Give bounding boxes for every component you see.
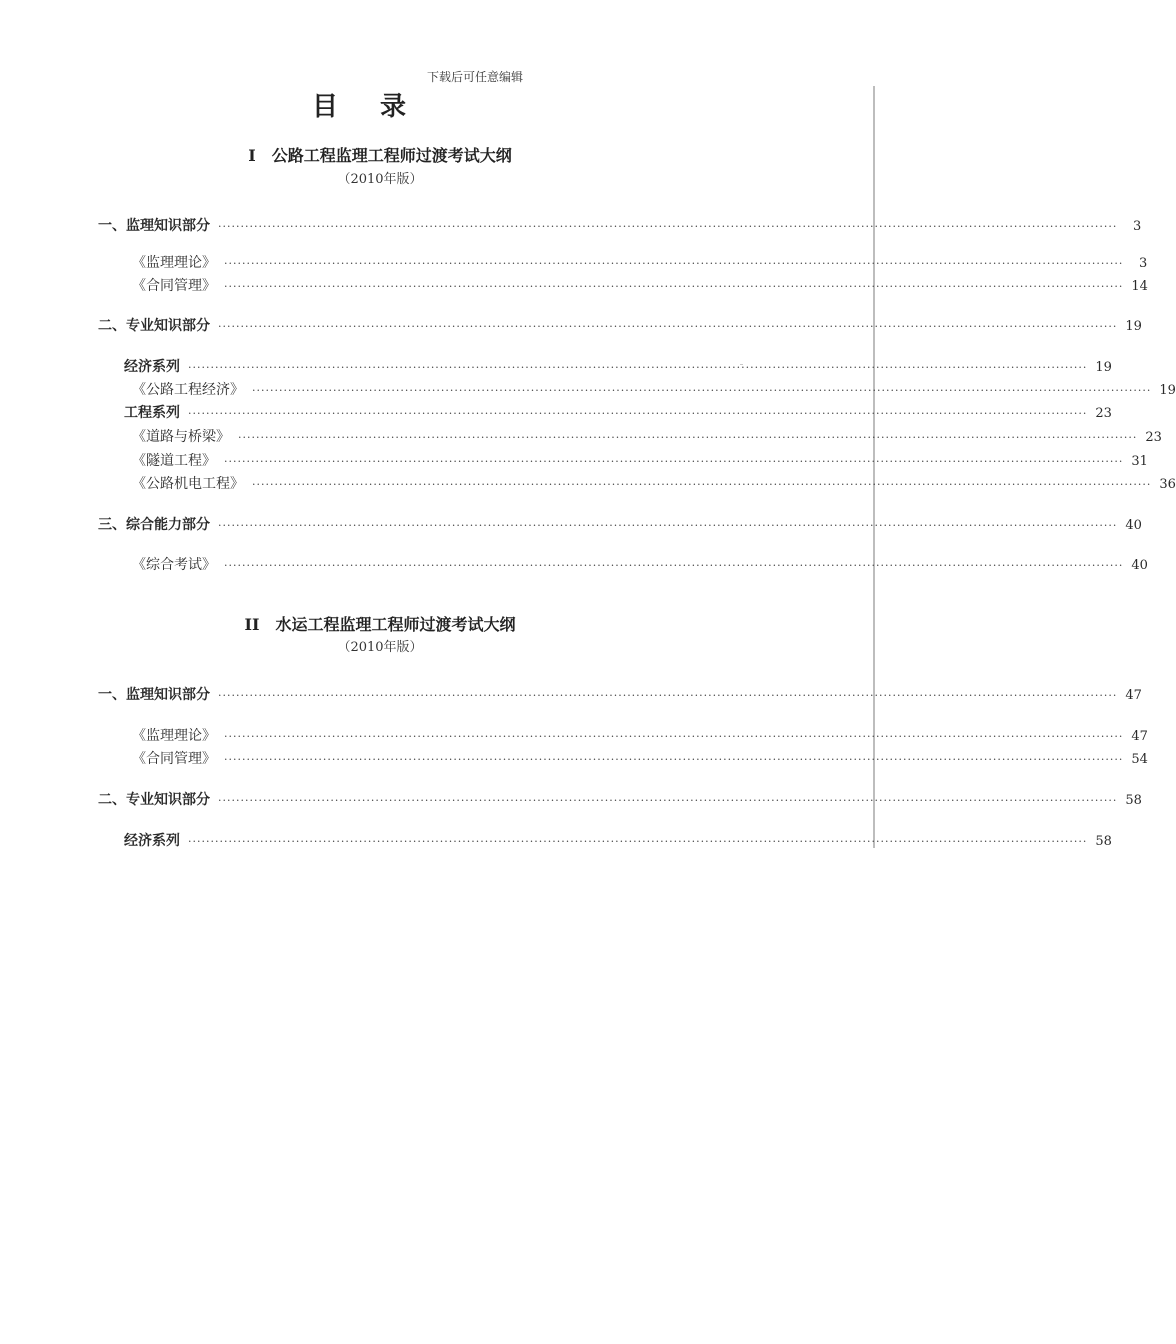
leader-dots: ········································································································································································································ bbox=[218, 689, 1118, 702]
toc-entry-page: 19 bbox=[1159, 383, 1176, 398]
toc-entry-label: 经济系列 bbox=[124, 833, 180, 849]
section-heading bbox=[0, 143, 760, 166]
leader-dots: ········································································································································································································ bbox=[218, 320, 1118, 333]
toc-entry-label: 一、监理知识部分 bbox=[98, 218, 210, 234]
toc-entry-label: 《合同管理》 bbox=[132, 751, 216, 767]
toc-entry[interactable] bbox=[132, 275, 1148, 295]
toc-entry[interactable] bbox=[132, 450, 1148, 470]
leader-dots: ········································································································································································································ bbox=[188, 835, 1088, 848]
toc-entry[interactable] bbox=[132, 473, 1176, 493]
toc-entry-page: 23 bbox=[1095, 406, 1112, 421]
leader-dots: ········································································································································································································ bbox=[252, 384, 1152, 397]
toc-entry[interactable] bbox=[132, 748, 1148, 768]
toc-entry-page: 19 bbox=[1095, 360, 1112, 375]
leader-dots: ········································································································································································································ bbox=[224, 455, 1124, 468]
toc-entry-label: 二、专业知识部分 bbox=[98, 318, 210, 334]
toc-entry-label: 《公路机电工程》 bbox=[132, 476, 244, 492]
toc-entry-page: 58 bbox=[1125, 793, 1142, 808]
toc-entry-label: 《道路与桥梁》 bbox=[132, 429, 230, 445]
toc-entry[interactable] bbox=[98, 514, 1142, 534]
leader-dots: ········································································································································································································ bbox=[224, 730, 1124, 743]
toc-entry-page: 47 bbox=[1131, 729, 1148, 744]
leader-dots: ········································································································································································································ bbox=[188, 361, 1088, 374]
toc-entry[interactable] bbox=[132, 426, 1162, 446]
toc-entry-page: 23 bbox=[1145, 430, 1162, 445]
toc-entry-label: 《监理理论》 bbox=[132, 728, 216, 744]
page-title: 目录 bbox=[311, 92, 448, 122]
toc-entry-page: 36 bbox=[1159, 477, 1176, 492]
section-numeral: I bbox=[248, 146, 256, 165]
toc-entry-label: 一、监理知识部分 bbox=[98, 687, 210, 703]
toc-entry-page: 47 bbox=[1125, 688, 1142, 703]
toc-entry-label: 《隧道工程》 bbox=[132, 453, 216, 469]
toc-entry-page: 54 bbox=[1131, 752, 1148, 767]
toc-entry[interactable] bbox=[98, 684, 1142, 704]
leader-dots: ········································································································································································································ bbox=[224, 559, 1124, 572]
toc-entry-page: 31 bbox=[1131, 454, 1148, 469]
toc-entry-page: 19 bbox=[1125, 319, 1142, 334]
leader-dots: ········································································································································································································ bbox=[218, 794, 1118, 807]
toc-entry-page: 58 bbox=[1095, 834, 1112, 849]
toc-entry[interactable] bbox=[124, 356, 1112, 376]
toc-entry[interactable] bbox=[132, 725, 1148, 745]
toc-entry[interactable] bbox=[98, 789, 1142, 809]
toc-entry-label: 《监理理论》 bbox=[132, 255, 216, 271]
toc-entry-label: 《合同管理》 bbox=[132, 278, 216, 294]
toc-entry-page: 40 bbox=[1125, 518, 1142, 533]
toc-entry-page: 14 bbox=[1131, 279, 1148, 294]
toc-entry[interactable] bbox=[98, 315, 1142, 335]
leader-dots: ········································································································································································································ bbox=[238, 431, 1138, 444]
toc-entry-page: 40 bbox=[1131, 558, 1148, 573]
section-edition: （2010年版） bbox=[337, 172, 423, 187]
section-title: 公路工程监理工程师过渡考试大纲 bbox=[271, 146, 512, 165]
toc-entry-label: 二、专业知识部分 bbox=[98, 792, 210, 808]
toc-entry-label: 工程系列 bbox=[124, 405, 180, 421]
section-title: 水运工程监理工程师过渡考试大纲 bbox=[275, 615, 516, 634]
toc-entry-label: 三、综合能力部分 bbox=[98, 517, 210, 533]
toc-entry[interactable] bbox=[132, 379, 1176, 399]
leader-dots: ········································································································································································································ bbox=[224, 280, 1124, 293]
toc-entry-page: 3 bbox=[1139, 256, 1148, 271]
leader-dots: ········································································································································································································ bbox=[188, 407, 1088, 420]
leader-dots: ········································································································································································································ bbox=[224, 257, 1124, 270]
section-heading bbox=[0, 612, 760, 635]
section-numeral: II bbox=[244, 615, 260, 634]
leader-dots: ········································································································································································································ bbox=[252, 478, 1152, 491]
section-edition: （2010年版） bbox=[337, 640, 423, 655]
toc-entry-label: 《公路工程经济》 bbox=[132, 382, 244, 398]
leader-dots: ········································································································································································································ bbox=[224, 753, 1124, 766]
leader-dots: ········································································································································································································ bbox=[218, 220, 1118, 233]
toc-entry[interactable] bbox=[124, 830, 1112, 850]
toc-entry-page: 3 bbox=[1133, 219, 1142, 234]
toc-entry[interactable] bbox=[98, 215, 1142, 235]
toc-entry[interactable] bbox=[132, 554, 1148, 574]
header-note: 下载后可任意编辑 bbox=[426, 70, 523, 84]
toc-entry[interactable] bbox=[132, 252, 1148, 272]
toc-entry-label: 《综合考试》 bbox=[132, 557, 216, 573]
leader-dots: ········································································································································································································ bbox=[218, 519, 1118, 532]
toc-entry[interactable] bbox=[124, 402, 1112, 422]
toc-entry-label: 经济系列 bbox=[124, 359, 180, 375]
